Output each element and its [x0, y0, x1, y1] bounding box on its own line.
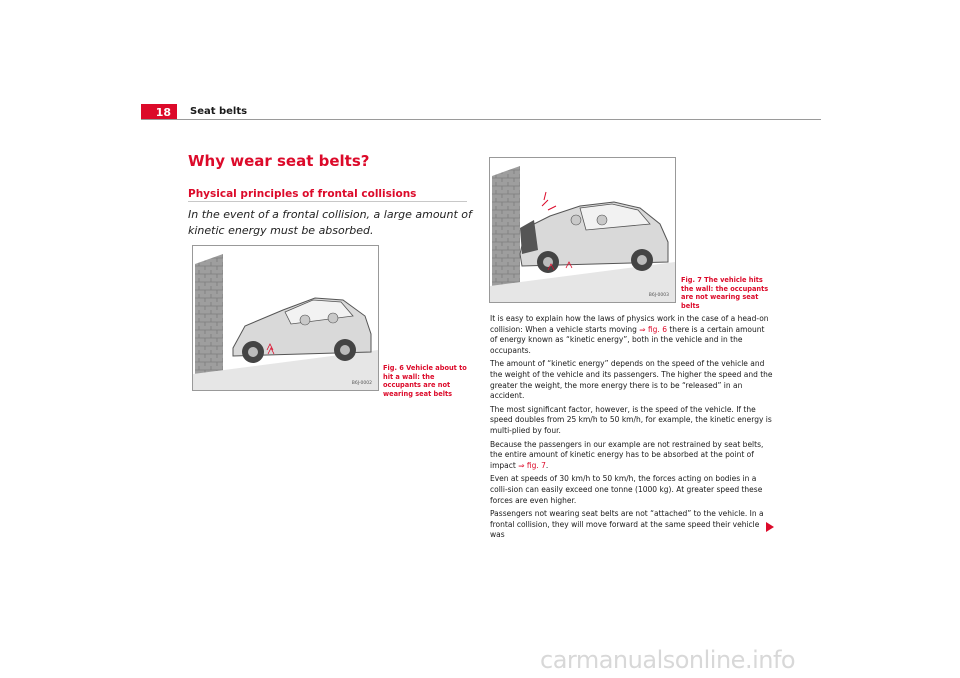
- fig-7-reference-link[interactable]: ⇒ fig. 7: [518, 460, 546, 470]
- paragraph-6: Passengers not wearing seat belts are not “attached” to the vehicle. In a frontal collision, they will move forward at the same speed their vehicle was: [490, 509, 764, 540]
- body-text: [490, 314, 773, 544]
- continue-arrow-icon: [766, 522, 774, 532]
- paragraph-1: [490, 314, 773, 356]
- paragraph-1-text-b: there is a certain amount of energy known as “kinetic energy”, both in the vehicle and in the occupants.: [490, 324, 765, 355]
- header-divider: [141, 119, 821, 120]
- figure-6-code: B6J-0002: [351, 381, 372, 386]
- page-title: Why wear seat belts?: [188, 152, 370, 170]
- paragraph-3: The most significant factor, however, is the speed of the vehicle. If the speed doubles from 25 km/h to 50 km/h, for example, the kinetic energy is multi-plied by four.: [490, 404, 772, 435]
- figure-6-caption: Fig. 6 Vehicle about to hit a wall: the occupants are not wearing seat belts: [383, 364, 467, 398]
- section-subheading: Physical principles of frontal collisions: [188, 188, 417, 200]
- watermark: carmanualsonline.info: [540, 646, 796, 674]
- subheading-divider: [188, 201, 467, 202]
- figure-7-code: B6J-0003: [648, 293, 669, 298]
- fig-6-reference-link[interactable]: ⇒ fig. 6: [639, 324, 667, 334]
- paragraph-4: [490, 440, 773, 472]
- paragraph-2: The amount of “kinetic energy” depends on the speed of the vehicle and the weight of the vehicle and its passengers. The higher the speed and the greater the weight, the more energy there is to be “released” in an accident.: [490, 359, 773, 401]
- figure-6-illustration: [192, 245, 379, 391]
- running-header-title: Seat belts: [190, 106, 248, 117]
- car-impact-image: [490, 158, 675, 302]
- paragraph-4-text-b: .: [545, 460, 549, 470]
- figure-7-caption: Fig. 7 The vehicle hits the wall: the occupants are not wearing seat belts: [681, 276, 769, 310]
- paragraph-1-text-a: It is easy to explain how the laws of physics work in the case of a head-on collision: When a vehicle starts moving: [490, 314, 769, 334]
- page-number: 18: [141, 104, 177, 120]
- intro-text: In the event of a frontal collision, a large amount of kinetic energy must be absorbed.: [188, 208, 472, 237]
- paragraph-5: Even at speeds of 30 km/h to 50 km/h, the forces acting on bodies in a colli-sion can easily exceed one tonne (1000 kg). At greater speed these forces are even higher.: [490, 474, 763, 505]
- car-before-impact-image: [193, 246, 378, 390]
- figure-7-illustration: [489, 157, 676, 303]
- paragraph-4-text-a: Because the passengers in our example are not restrained by seat belts, the entire amount of kinetic energy has to be absorbed at the point of impact: [490, 439, 764, 470]
